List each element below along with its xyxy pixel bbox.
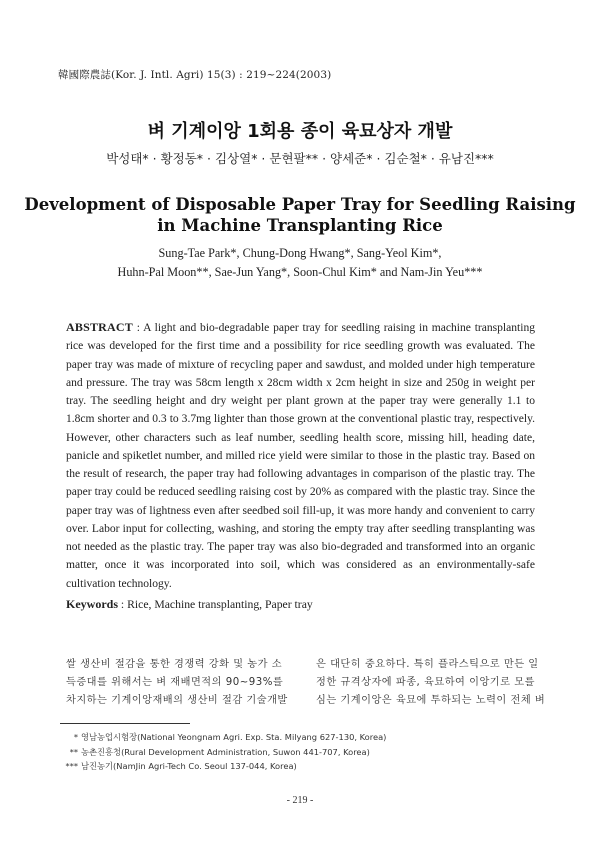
footnote-text: 영남농업시험장(National Yeongnam Agri. Exp. Sta. Milyang 627-130, Korea) [81,732,387,742]
abstract-text: : A light and bio-degradable paper tray for seedling raising in machine transplanting rice was developed for the first time and a possibility for rice seedling growth was evaluated. The paper tray was made of mixture of recycling paper and sawdust, and molded under high temperature and pressure. The tray was 58cm length x 28cm width x 2cm height in size and 250g in weight per tray. The seedling height and dry weight per plant grown at the paper tray were generally 1.1 to 1.8cm shorter and 0.3 to 3.7mg lighter than those grown at the conventional plastic tray, respectively. However, other characters such as leaf number, seedling health score, missing hill, heading date, panicle and spiketlet number, and milled rice yield were similar to those in the plastic tray. Based on the result of research, the paper tray had following advantages in comparison of the plastic tray. The paper tray could be reduced seedling raising cost by 20% as compared with the plastic tray. Since the paper tray was of lightness even after seedbed soil fill-up, it was more handy and convenient to carry over. Labor input for collecting, washing, and storing the empty tray after seedling transplanting was not needed as the plastic tray. The paper tray was also bio-degraded and transformed into an organic matter, once it was incorporated into soil, which was considered as an environmentally-safe cultivation technology. [66,322,535,590]
abstract [66,318,535,593]
footnote [58,745,386,760]
footnote-divider [60,723,190,724]
english-authors [0,244,600,282]
english-title [0,194,600,236]
body-line: 정한 규격상자에 파종, 육묘하여 이앙기로 모를 [316,677,535,688]
footnote-mark: *** [65,761,78,771]
footnote-mark: ** [69,746,78,757]
english-authors-line-1: Sung-Tae Park*, Chung-Dong Hwang*, Sang-Yeol Kim*, [158,246,442,260]
page-number: - 219 - [286,795,314,806]
abstract-label: ABSTRACT [66,320,133,334]
footnote [58,730,386,745]
footnote-text: 농촌진흥청(Rural Development Administration, Suwon 441-707, Korea) [81,746,370,757]
keywords [66,597,313,612]
keywords-label: Keywords [66,597,118,611]
english-title-line-1: Development of Disposable Paper Tray for Seedling Raising [24,195,576,214]
body-column-right [316,656,546,710]
footnote [58,759,386,774]
body-line: 심는 기계이앙은 육묘에 투하되는 노력이 전체 벼 [316,695,546,706]
body-line: 은 대단히 중요하다. 특히 플라스틱으로 만든 일 [316,659,539,670]
body-line: 득증대를 위해서는 벼 재배면적의 90~93%를 [66,677,284,688]
english-authors-line-2: Huhn-Pal Moon**, Sae-Jun Yang*, Soon-Chul Kim* and Nam-Jin Yeu*** [117,265,483,279]
keywords-text: : Rice, Machine transplanting, Paper tray [120,598,313,611]
journal-citation: 韓國際農誌(Kor. J. Intl. Agri) 15(3) : 219~224(2003) [58,69,332,81]
footnote-text: 남진농기(NamJin Agri-Tech Co. Seoul 137-044, Korea) [81,761,297,771]
footnotes [58,730,386,774]
body-line: 차지하는 기계이앙재배의 생산비 절감 기술개발 [66,695,288,706]
korean-authors: 박성태* · 황정동* · 김상열* · 문현팔** · 양세준* · 김순철* · 유남진*** [106,151,494,166]
body-column-left [66,656,288,710]
footnote-mark: * [73,732,78,742]
english-title-line-2: in Machine Transplanting Rice [157,216,443,235]
korean-title: 벼 기계이앙 1회용 종이 육묘상자 개발 [147,121,453,142]
body-line: 쌀 생산비 절감을 통한 경쟁력 강화 및 농가 소 [66,659,283,670]
